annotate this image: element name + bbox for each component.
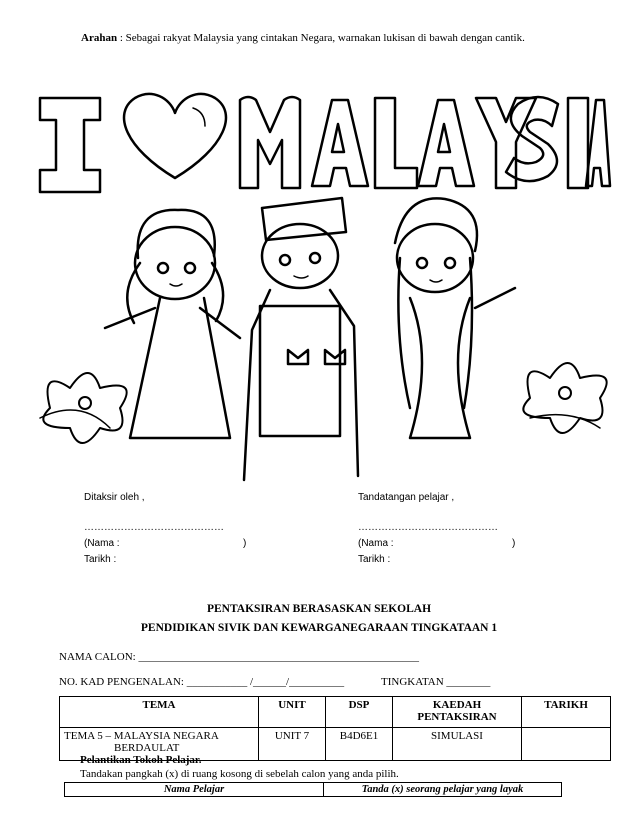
cell-unit: UNIT 7 (259, 728, 326, 761)
form-level-field: TINGKATAN ________ (381, 676, 491, 688)
hibiscus-flowers (40, 363, 607, 443)
student-name-label: (Nama : (358, 538, 394, 549)
assessor-label: Ditaksir oleh , (84, 492, 145, 503)
cell-kaedah: SIMULASI (393, 728, 522, 761)
tema-line2: BERDAULAT (114, 742, 180, 754)
assessor-name-close: ) (243, 538, 247, 549)
col-header-mark: Tanda (x) seorang pelajar yang layak (324, 783, 562, 797)
i-love-malaysia-banner (40, 94, 610, 192)
appointment-title: Pelantikan Tokoh Pelajar. (80, 754, 202, 766)
candidate-name-field: NAMA CALON: ___________________________________________________ (59, 651, 419, 663)
banner-text: I ♥ MALAYSIA (30, 45, 136, 62)
instruction-text: : Sebagai rakyat Malaysia yang cintakan Negara, warnakan lukisan di bawah dengan cantik. (117, 32, 525, 44)
assessment-table (59, 696, 611, 761)
col-header-tema: TEMA (60, 697, 259, 728)
assessor-name-label: (Nama : (84, 538, 120, 549)
assessment-heading: PENTAKSIRAN BERASASKAN SEKOLAH (206, 603, 432, 615)
cell-tarikh[interactable] (522, 728, 611, 761)
col-header-dsp: DSP (326, 697, 393, 728)
boy-middle-figure (244, 198, 358, 480)
instruction-label: Arahan (81, 32, 118, 44)
col-header-kaedah: KAEDAH PENTAKSIRAN (393, 697, 522, 728)
girl-right-figure (395, 198, 515, 438)
student-name-close: ) (512, 538, 516, 549)
subject-heading: PENDIDIKAN SIVIK DAN KEWARGANEGARAAN TINGKATAAN 1 (140, 622, 498, 634)
col-header-student-name: Nama Pelajar (65, 783, 324, 797)
instruction-line (81, 32, 525, 44)
col-header-unit: UNIT (259, 697, 326, 728)
tema-line1: TEMA 5 – MALAYSIA NEGARA (64, 730, 219, 742)
appointment-header-row (65, 783, 562, 797)
student-date-label: Tarikh : (358, 554, 391, 565)
student-signature-line: …………………………………… (358, 522, 498, 533)
ic-number-field: NO. KAD PENGENALAN: ___________ /______/__________ (59, 676, 345, 688)
assessor-signature-line: …………………………………… (84, 522, 224, 533)
table-header-row (60, 697, 611, 728)
col-header-tarikh: TARIKH (522, 697, 611, 728)
student-signature-label: Tandatangan pelajar , (358, 492, 455, 503)
appointment-instruction: Tandakan pangkah (x) di ruang kosong di sebelah calon yang anda pilih. (80, 768, 399, 780)
cell-dsp: B4D6E1 (326, 728, 393, 761)
assessor-date-label: Tarikh : (84, 554, 117, 565)
appointment-table (64, 782, 562, 797)
coloring-illustration (30, 45, 610, 478)
girl-left-figure (105, 210, 240, 438)
